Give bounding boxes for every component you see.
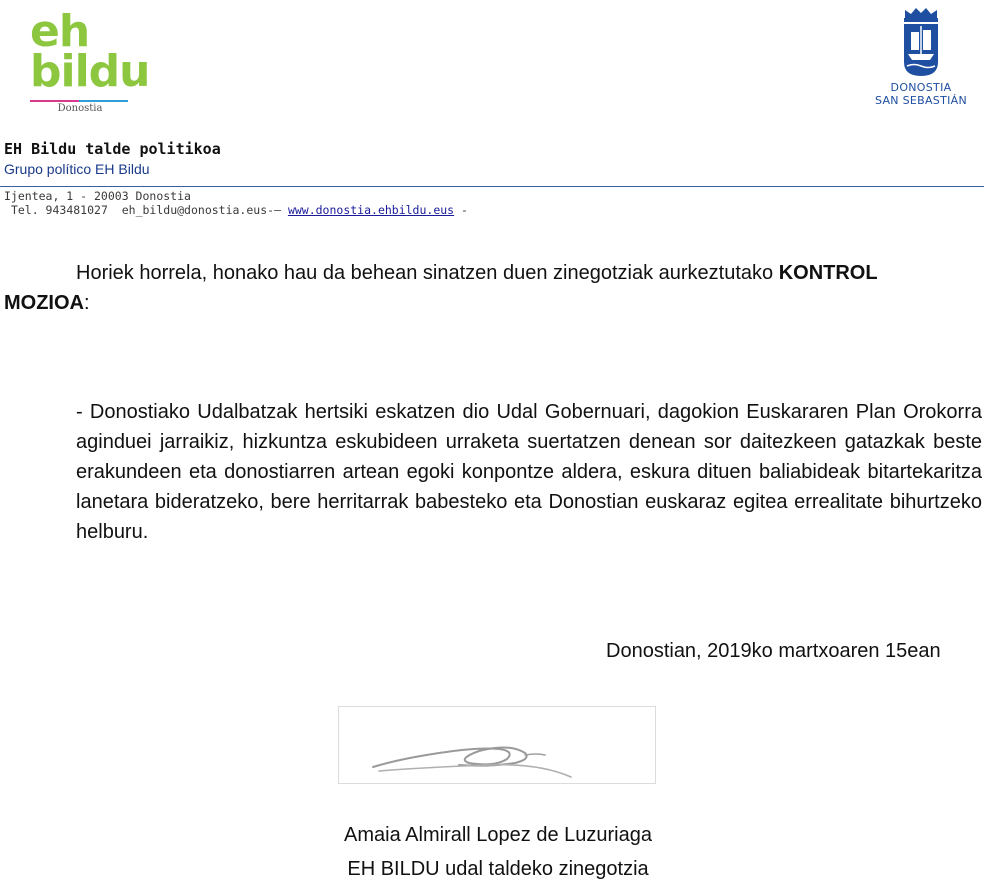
header-divider — [0, 186, 984, 187]
date-line: Donostian, 2019ko martxoaren 15ean — [606, 640, 941, 662]
signer-name: Amaia Almirall Lopez de Luzuriaga — [344, 824, 652, 846]
donostia-city-logo — [864, 2, 978, 108]
logo-text-bildu: bildu — [30, 46, 150, 97]
logo-city-line1: DONOSTIA — [890, 81, 952, 94]
intro-bold-mozioa: MOZIOA — [4, 292, 84, 314]
intro-text: Horiek horrela, honako hau da behean sinatzen duen zinegotziak aurkeztutako — [76, 262, 774, 284]
eh-bildu-logo — [16, 4, 150, 120]
party-subtitle: Grupo político EH Bildu — [4, 161, 150, 177]
logo-city: Donostia — [57, 103, 103, 114]
party-title: EH Bildu talde politikoa — [4, 140, 221, 158]
logo-color-bar — [30, 100, 128, 102]
signer-role: EH BILDU udal taldeko zinegotzia — [347, 858, 649, 880]
motion-paragraph: - Donostiako Udalbatzak hertsiki eskatzen dio Udal Gobernuari, dagokion Euskararen Plan Orokorra aginduei jarraikiz, hizkuntza eskubideen urraketa suertatzen denean sor daitezkeen gatazkak beste erakundeen eta donostiarren artean egoki konpontze aldera, eskura dituen baliabideak bitartekaritza lanetara bideratzeko, bere herritarrak babesteko eta Donostian euskaraz egitea errealitate bihurtzeko helburu. — [76, 401, 982, 543]
address: Ijentea, 1 - 20003 Donostia — [4, 189, 191, 203]
signature-image — [338, 706, 656, 784]
contact-line — [4, 203, 468, 217]
intro-paragraph — [76, 262, 878, 285]
logo-text-eh: eh — [30, 6, 90, 57]
email: eh_bildu@donostia.eus — [121, 203, 268, 217]
phone: Tel. 943481027 — [10, 203, 108, 217]
separator: -– — [267, 203, 281, 217]
intro-bold-kontrol: KONTROL — [778, 262, 878, 284]
website-link[interactable]: www.donostia.ehbildu.eus — [287, 203, 455, 217]
intro-colon: : — [84, 292, 90, 314]
intro-paragraph-cont — [4, 292, 90, 315]
city-shield-icon — [902, 6, 940, 78]
signature-scribble-icon — [339, 707, 655, 783]
logo-city-line2: SAN SEBASTIÁN — [874, 94, 968, 107]
trailing-dash: - — [461, 203, 468, 217]
